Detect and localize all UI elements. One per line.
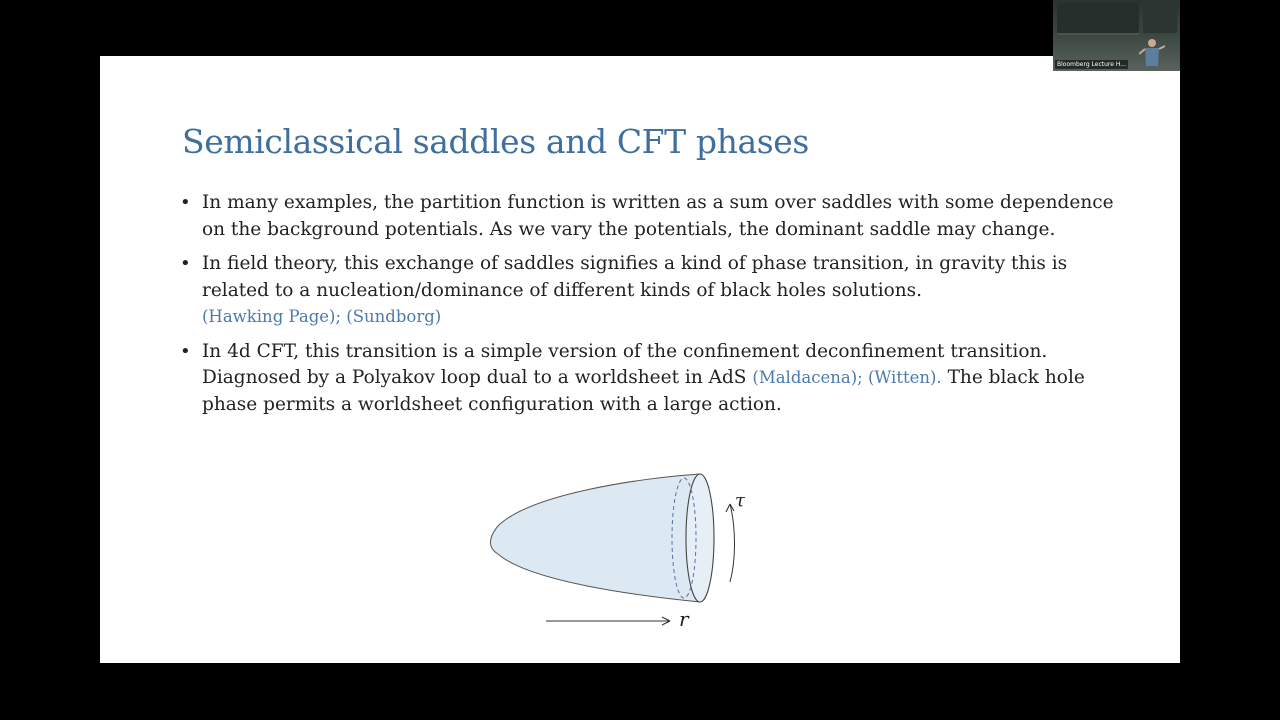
bullet-list [180,190,1115,426]
bullet-text: In many examples, the partition function is written as a sum over saddles with some dependence on the background potentials. As we vary the potentials, the dominant saddle may change. [202,192,1114,240]
webcam-caption: Bloomberg Lecture H... [1057,61,1126,68]
bullet-item [180,190,1115,243]
presentation-slide [100,56,1180,663]
citation-link: (Maldacena); (Witten). [752,368,942,387]
bullet-item [180,339,1115,419]
lecturer-figure [1139,36,1165,71]
bullet-text: In 4d CFT, this transition is a simple version of the confinement deconfinement transition. Diagnosed by a Polyakov loop dual to a worldsheet in AdS [202,340,1048,388]
cone-surface [491,474,701,602]
chalkboard [1057,3,1139,35]
tau-arrow [730,504,735,582]
cigar-cone-figure [490,464,760,640]
tau-arrowhead [726,504,734,512]
slide-title: Semiclassical saddles and CFT phases [182,122,809,161]
bullet-marker: • [180,340,191,362]
tau-label: τ [735,490,745,511]
chalkboard [1143,3,1177,33]
bullet-marker: • [180,192,191,213]
bullet-text: In field theory, this exchange of saddles signifies a kind of phase transition, in gravity this is related to a nucleation/dominance of different kinds of black holes solutions. [202,253,1068,301]
bullet-marker: • [180,253,191,274]
bullet-item [180,251,1115,331]
bullet-text: The black hole phase permits a worldsheet configuration with a large action. [202,367,1085,415]
cone-rim [686,474,714,602]
citation-link: (Hawking Page); (Sundborg) [202,307,442,326]
r-label: r [679,607,689,631]
webcam-thumbnail[interactable] [1053,0,1180,71]
